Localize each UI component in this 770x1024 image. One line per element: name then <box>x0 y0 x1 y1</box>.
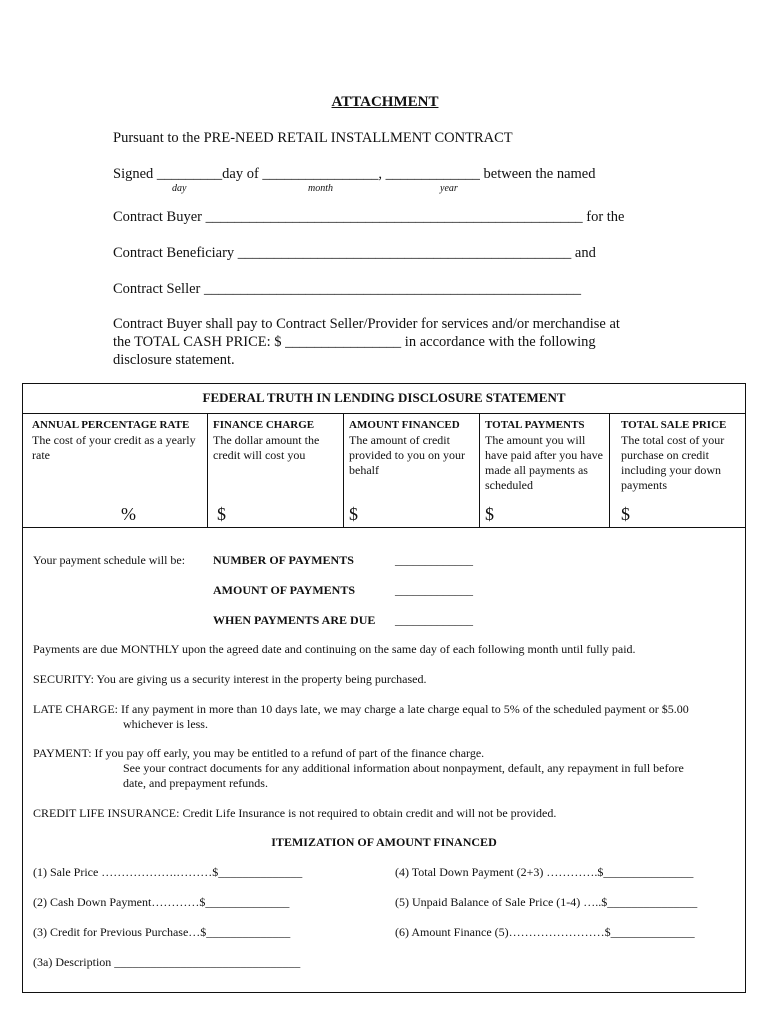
total-sale-price-text: The total cost of your purchase on credit including your down payments <box>621 433 725 492</box>
payment-paragraph-line-2: See your contract documents for any additional information about nonpayment, default, any repayment in full before <box>123 761 684 775</box>
apr-heading: ANNUAL PERCENTAGE RATE <box>32 419 190 431</box>
item-unpaid-balance: (5) Unpaid Balance of Sale Price (1-4) …..$_______________ <box>395 895 698 909</box>
amount-financed-dollar-symbol: $ <box>349 504 358 524</box>
amount-financed-heading: AMOUNT FINANCED <box>349 419 460 431</box>
apr-column <box>32 418 204 463</box>
year-label: year <box>440 183 458 194</box>
total-sale-price-dollar-symbol: $ <box>621 504 630 524</box>
month-label: month <box>308 183 333 194</box>
total-payments-heading: TOTAL PAYMENTS <box>485 419 585 431</box>
pay-para-line-1: Contract Buyer shall pay to Contract Seller/Provider for services and/or merchandise at <box>113 316 620 332</box>
number-of-payments-label: NUMBER OF PAYMENTS <box>213 553 354 567</box>
divider <box>23 413 745 414</box>
amount-financed-column <box>349 418 475 478</box>
number-of-payments-blank: _____________ <box>395 553 473 567</box>
pay-para-line-2: the TOTAL CASH PRICE: $ ________________ in accordance with the following <box>113 334 596 350</box>
disclosure-title: FEDERAL TRUTH IN LENDING DISCLOSURE STATEMENT <box>202 390 566 405</box>
item-total-down-payment: (4) Total Down Payment (2+3) ………….$_______________ <box>395 865 694 879</box>
finance-charge-dollar-symbol: $ <box>217 504 226 524</box>
divider <box>23 527 745 528</box>
when-payments-due-blank: _____________ <box>395 613 473 627</box>
credit-life-insurance-paragraph: CREDIT LIFE INSURANCE: Credit Life Insurance is not required to obtain credit and will not be provided. <box>33 806 557 820</box>
total-sale-price-heading: TOTAL SALE PRICE <box>621 419 727 431</box>
when-payments-due-label: WHEN PAYMENTS ARE DUE <box>213 613 376 627</box>
contract-beneficiary-line: Contract Beneficiary ______________________________________________ and <box>113 245 596 261</box>
disclosure-box <box>22 383 746 993</box>
late-charge-paragraph: LATE CHARGE: If any payment in more than 10 days late, we may charge a late charge equal to 5% of the scheduled payment or $5.00 <box>33 702 689 716</box>
item-credit-previous-purchase: (3) Credit for Previous Purchase…$______________ <box>33 925 291 939</box>
payment-paragraph: PAYMENT: If you pay off early, you may be entitled to a refund of part of the finance charge. <box>33 746 485 760</box>
total-payments-dollar-symbol: $ <box>485 504 494 524</box>
pursuant-line: Pursuant to the PRE-NEED RETAIL INSTALLMENT CONTRACT <box>113 130 513 146</box>
schedule-label: Your payment schedule will be: <box>33 553 186 567</box>
late-charge-continued: whichever is less. <box>123 717 208 731</box>
amount-financed-text: The amount of credit provided to you on your behalf <box>349 433 465 477</box>
divider <box>207 413 208 527</box>
total-payments-text: The amount you will have paid after you have made all payments as scheduled <box>485 433 603 492</box>
apr-text: The cost of your credit as a yearly rate <box>32 433 196 462</box>
amount-of-payments-blank: _____________ <box>395 583 473 597</box>
divider <box>609 413 610 527</box>
monthly-paragraph: Payments are due MONTHLY upon the agreed date and continuing on the same day of each following month until fully paid. <box>33 642 636 656</box>
total-sale-price-column <box>621 418 739 493</box>
item-amount-finance: (6) Amount Finance (5)……………………$______________ <box>395 925 695 939</box>
pay-para-line-3: disclosure statement. <box>113 352 235 368</box>
itemization-title: ITEMIZATION OF AMOUNT FINANCED <box>271 835 497 849</box>
finance-charge-heading: FINANCE CHARGE <box>213 419 315 431</box>
item-cash-down-payment: (2) Cash Down Payment…………$______________ <box>33 895 290 909</box>
divider <box>343 413 344 527</box>
item-description: (3a) Description _______________________________ <box>33 955 301 969</box>
item-sale-price: (1) Sale Price ……………….………$______________ <box>33 865 303 879</box>
contract-seller-line: Contract Seller ____________________________________________________ <box>113 281 582 297</box>
apr-percent-symbol: % <box>121 504 136 524</box>
day-label: day <box>172 183 187 194</box>
signed-line: Signed _________day of ________________, _____________ between the named <box>113 166 596 182</box>
page-title: ATTACHMENT <box>331 94 439 110</box>
payment-paragraph-line-3: date, and prepayment refunds. <box>123 776 268 790</box>
contract-buyer-line: Contract Buyer ____________________________________________________ for the <box>113 209 625 225</box>
finance-charge-column <box>213 418 341 463</box>
divider <box>479 413 480 527</box>
amount-of-payments-label: AMOUNT OF PAYMENTS <box>213 583 356 597</box>
finance-charge-text: The dollar amount the credit will cost you <box>213 433 320 462</box>
security-paragraph: SECURITY: You are giving us a security interest in the property being purchased. <box>33 672 427 686</box>
total-payments-column <box>485 418 609 493</box>
